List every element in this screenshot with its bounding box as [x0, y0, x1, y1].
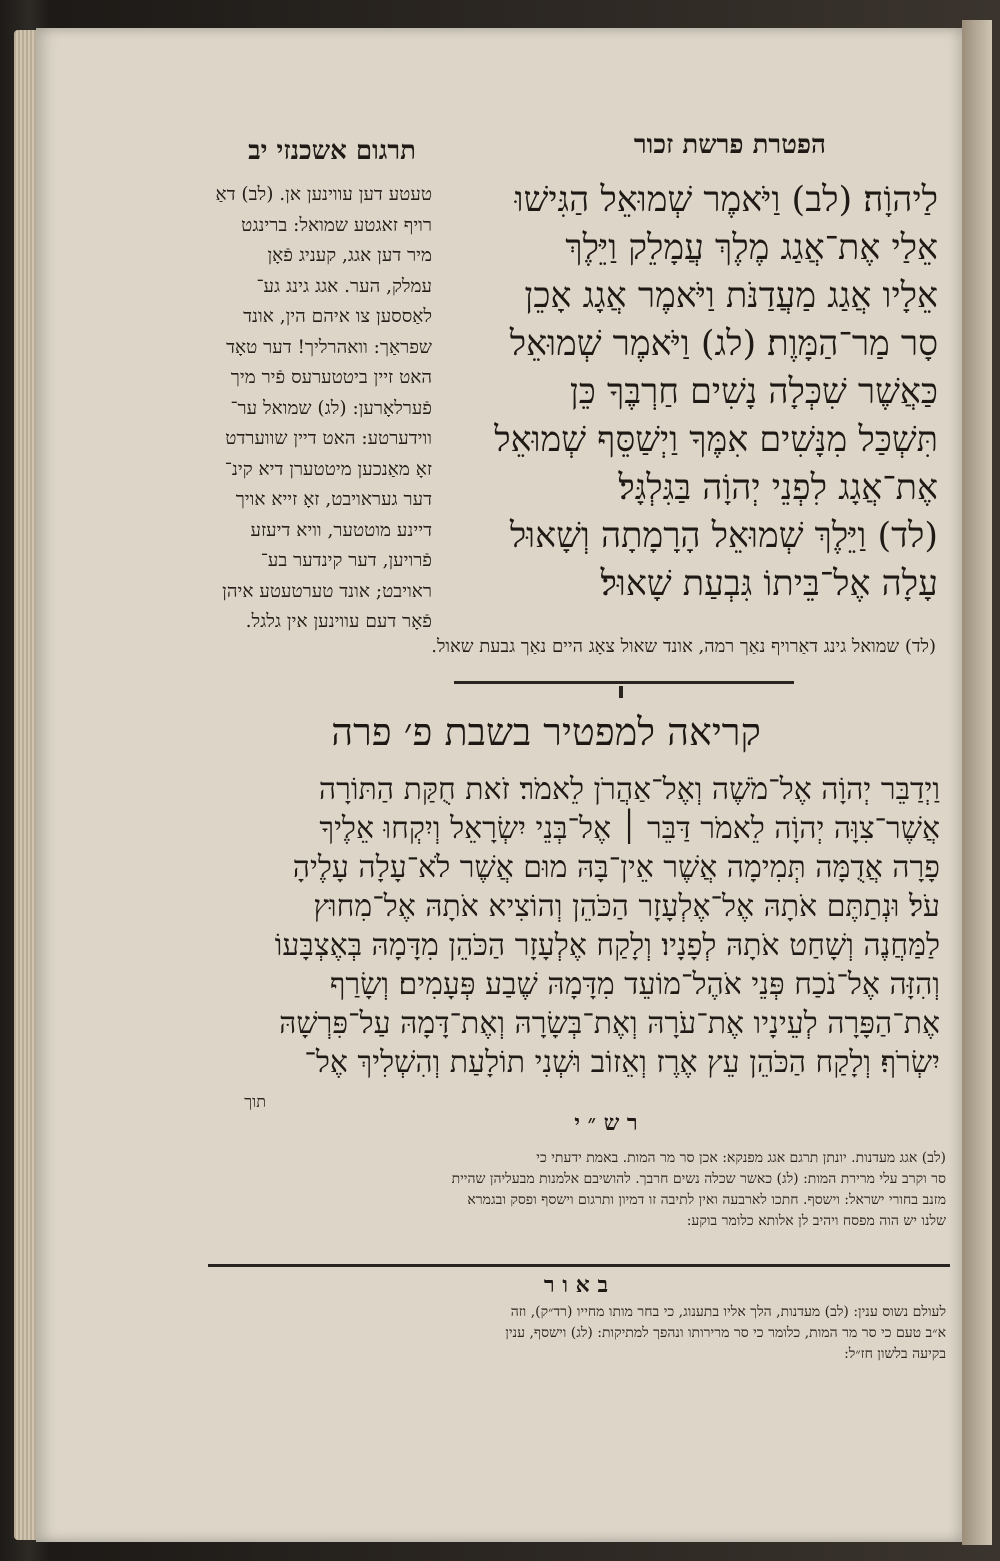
reading-title: קריאה למפטיר בשבת פ׳ פרה — [331, 710, 761, 754]
targum-line: דיינע מוטטער, וויא דיעזע — [250, 519, 432, 541]
targum-line: מיר דען אגג, קעניג פֿאָן — [267, 245, 432, 266]
targum-line: שפראַך: וואהרליך! דער טאָד — [226, 336, 432, 358]
haftarah-text — [450, 176, 938, 608]
rashi-line: שלנו יש הוה מפסח ויהיב לן אלותא כלומר בוקע: — [686, 1213, 946, 1229]
reading-line: יִשְׂרֹף׃ וְלָקַח הַכֹּהֵן עֵץ אֶרֶז וְאֵזוֹב וּשְׁנִי תוֹלָעַת וְהִשְׁלִיךְ אֶל־ — [304, 1045, 940, 1080]
biur-line: בקיעה בלשון חז״ל: — [844, 1346, 946, 1362]
rashi-line: (לב) אגג מעדנות. יונתן תרגם אגג מפנקא: אכן סר מר המות. באמת ידעתי כי — [536, 1150, 946, 1166]
haftarah-line: (לד) וַיֵּלֶךְ שְׁמוּאֵל הָרָמָתָה וְשָׁאוּל — [509, 516, 938, 556]
haftarah-line: עָלָה אֶל־בֵּיתוֹ גִּבְעַת שָׁאוּל׃ — [600, 564, 938, 604]
rashi-title: ר ש ״ י — [574, 1110, 638, 1136]
haftarah-line: כַּאֲשֶׁר שִׁכְּלָה נָשִׁים חַרְבֶּךָ כֵּן — [569, 372, 938, 412]
divider-ornament — [619, 686, 623, 698]
reading-line: אֲשֶׁר־צִוָּה יְהוָֹה לֵאמֹר דַּבֵּר ׀ אֶל־בְּנֵי יִשְׂרָאֵל וְיִקְחוּ אֵלֶיךָ — [319, 811, 940, 846]
haftarah-header: הפטרת פרשת זכור — [633, 130, 826, 160]
reading-line: אֶת־הַפָּרָה לְעֵינָיו אֶת־עֹרָהּ וְאֶת־בְּשָׂרָהּ וְאֶת־דָּמָהּ עַל־פִּרְשָׁהּ — [279, 1006, 940, 1041]
reading-line: וְהִזָּה אֶל־נֹכַח פְּנֵי אֹהֶל־מוֹעֵד מִדָּמָהּ שֶׁבַע פְּעָמִים׃ וְשָׂרַף — [329, 967, 940, 1002]
book-page — [36, 28, 962, 1542]
reading-line: לַמַּחֲנֶה וְשָׁחַט אֹתָהּ לְפָנָיו׃ וְלָקַח אֶלְעָזָר הַכֹּהֵן מִדָּמָהּ בְּאֶצְבָּעוֹ — [274, 928, 940, 963]
targum-line: לאַססען צו איהם הין, אונד — [243, 306, 432, 327]
targum-line: זאָ מאַנכען מיטטערן דיא קינ־ — [224, 458, 432, 480]
targum-line: האט זיין ביטטערעס פֿיר מיך — [230, 367, 432, 388]
targum-column — [186, 180, 432, 638]
haftarah-line: אֵלַי אֶת־אֲגַג מֶלֶךְ עֲמָלֵק וַיֵּלֶךְ — [565, 228, 938, 268]
targum-line: טעטע דען עווינען אן. (לב) דאַ — [215, 184, 432, 205]
catchword: תוך — [244, 1092, 266, 1111]
biur-line: לעולם נשוס ענין: (לב) מעדנות, הלך אליו בתענוג, כי בחר מותו מחייו (רד״ק), וזה — [510, 1304, 946, 1320]
reading-line: וַיְדַבֵּר יְהוָֹה אֶל־מֹשֶׁה וְאֶל־אַהֲרֹן לֵאמֹר׃ זֹאת חֻקַּת הַתּוֹרָה — [318, 772, 940, 807]
targum-line: ווידערטע: האט דיין שווערדט — [225, 428, 432, 449]
rashi-line: סר וקרב עלי מרירת המות: (לג) כאשר שכלה נשים חרבך. להושיבם אלמנות מבעליהן שהיית — [451, 1171, 946, 1187]
targum-line: עמלק, הער. אגג גינג גע־ — [256, 275, 432, 297]
biur-commentary — [194, 1302, 946, 1365]
rashi-line: מזנב בחורי ישראל: וישסף. חתכו לארבעה ואין לתיבה זו דמיון ותרגום וישסף ופסק ובגמרא — [467, 1192, 946, 1208]
facing-page-edge — [962, 20, 992, 1545]
targum-line: רויף זאגטע שמואל: ברינגט — [241, 214, 432, 236]
reading-text — [208, 770, 940, 1082]
targum-footer-line: (לד) שמואל גינג דאַרויף נאַך רמה, אונד שאול צאָג היים נאַך גבעת שאול. — [431, 636, 936, 657]
biur-title: ב א ו ר — [543, 1272, 609, 1298]
commentary-divider — [208, 1264, 950, 1267]
haftarah-line: אֵלָיו אֲגַג מַעֲדַנֹּת וַיֹּאמֶר אֲגָג אָכֵן — [524, 276, 938, 316]
haftarah-line: תִּשְׁכַּל מִנָּשִׁים אִמֶּךָ וַיְשַׁסֵּף שְׁמוּאֵל — [494, 420, 938, 460]
haftarah-line: אֶת־אֲגָג לִפְנֵי יְהוָֹה בַּגִּלְגָּל׃ — [618, 468, 938, 508]
targum-header: תרגום אשכנזי יב — [248, 136, 416, 166]
targum-line: ראויבט; אונד טערטעטע איהן — [222, 580, 432, 602]
targum-line: פֿערלאָרען: (לג) שמואל ער־ — [230, 397, 432, 419]
rashi-commentary — [194, 1148, 946, 1232]
biur-line: א״ב טעם כי סר מר המות, כלומר כי סר מרירותו ונהפך למתיקות: (לג) וישסף, ענין — [505, 1325, 946, 1341]
targum-line: פֿאָר דעם עווינען אין גלגל. — [245, 611, 432, 632]
section-divider — [454, 681, 794, 684]
haftarah-line: לַיהוָֹה׃ (לב) וַיֹּאמֶר שְׁמוּאֵל הַגִּישׁוּ — [514, 180, 938, 220]
reading-line: עֹל׃ וּנְתַתֶּם אֹתָהּ אֶל־אֶלְעָזָר הַכֹּהֵן וְהוֹצִיא אֹתָהּ אֶל־מִחוּץ — [313, 889, 940, 924]
targum-line: פֿרויען, דער קינדער בע־ — [260, 550, 432, 571]
haftarah-line: סָר מַר־הַמָּוֶת׃ (לג) וַיֹּאמֶר שְׁמוּאֵל — [509, 324, 938, 364]
targum-line: דער געראויבט, זאָ זייא אויך — [235, 489, 432, 510]
reading-line: פָרָה אֲדֻמָּה תְּמִימָה אֲשֶׁר אֵין־בָּהּ מוּם אֲשֶׁר לֹא־עָלָה עָלֶיהָ — [292, 850, 940, 885]
